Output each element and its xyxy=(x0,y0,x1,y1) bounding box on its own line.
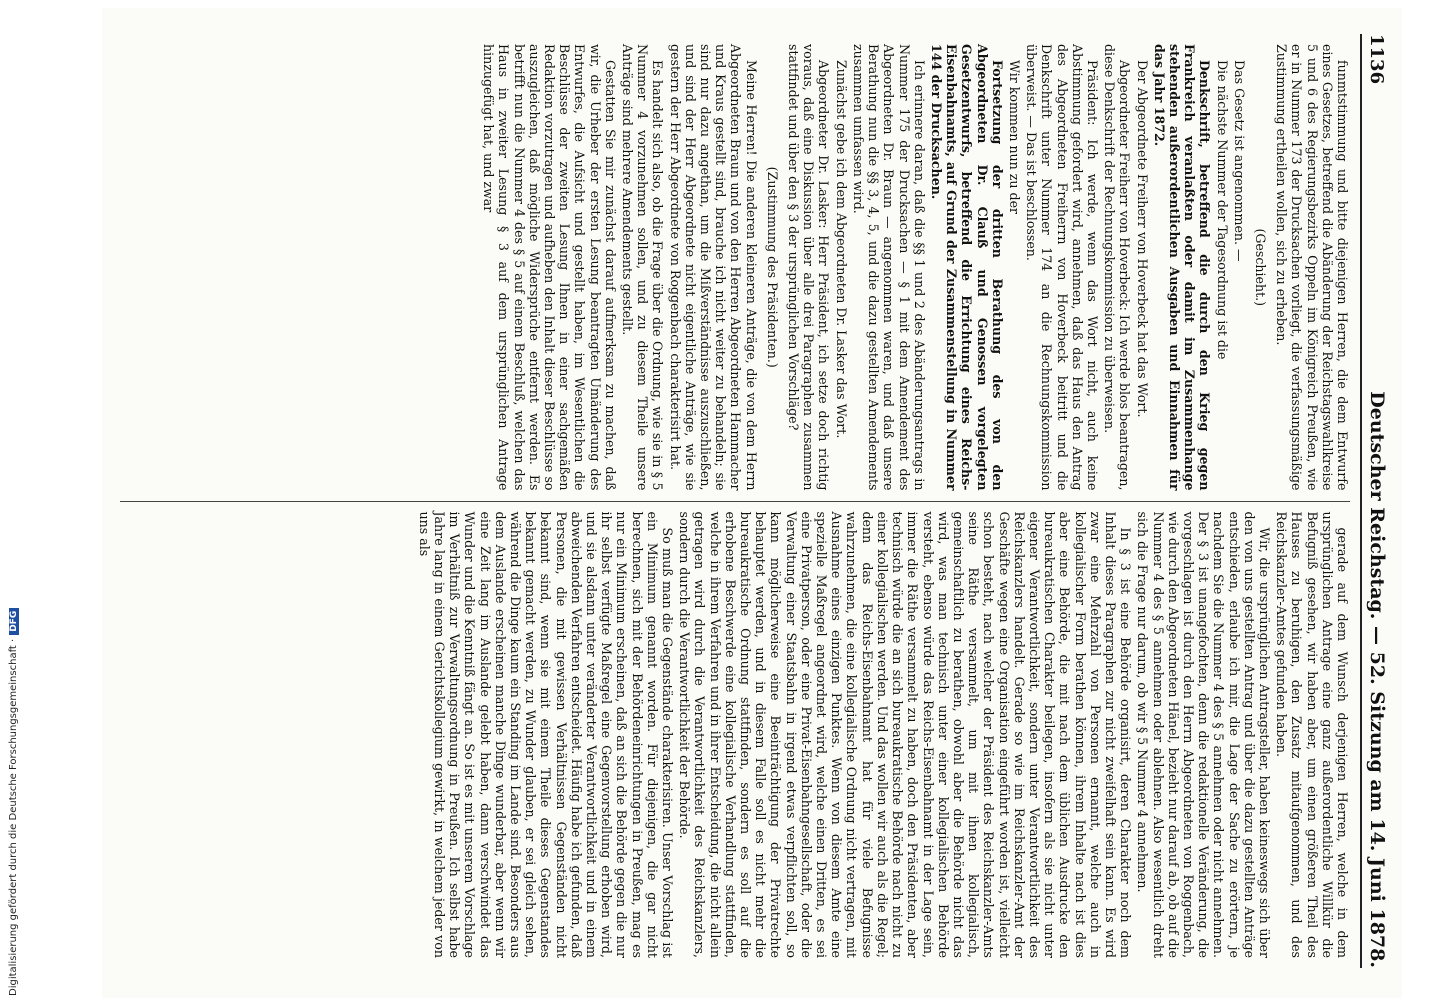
paragraph: Es handelt sich also, ob die Frage über die Ordnung, wie sie in § 5 Nummer 4 vorzunehmen sollen, und zu diesem Theile unsere Anträge sind mehrere Amendements gestellt. xyxy=(620,44,666,491)
paragraph: funmtstimmung und bitte diejenigen Herren, die dem Entwurfe eines Gesetzes, betreffend die Abänderung der Reichstagswahlkreise 5 und 6 des Regierungsbezirks Oppeln im Königreich Preußen, wie er in Nummer 173 der Drucksachen vorliegt, die verfassungsmäßige Zustimmung ertheilen wollen, sich zu erheben. xyxy=(1274,44,1350,491)
paragraph: Der Abgeordnete Freiherr von Hoverbeck hat das Wort. xyxy=(1134,60,1150,418)
paragraph: So muß man die Gegenstände charakterisiren. Unser Vorschlag ist ein Minimum genannt worden. Für diejenigen, die gar nicht berechnen, sich mit der Behördeneinrichtungen in Preußen, mag es nur ein Minimum erscheinen, daß an sich die Behörde gegen die nur ihr selbst verfügte Maßregel eine Gegenvorstellung erhoben wird, und sie alsdann unter veränderter Verantwortlichkeit und in einem abweichenden Verfahren entscheidet. Häufig habe ich gefunden, daß Personen, die mit gewissen Verhältnissen Gegenständen nicht bekannt sind, wenn sie mit einem Theile dieses Gegenstandes bekannt gemacht werden, zu Wunder glauben, er sei gleich sehen, während die Dinge kaum ein Standing im Lande sind. Besonders aus dem Auslande erscheinen manche Dinge wunderbar, aber wenn wir eine Zeit lang im Auslande gelebt haben, dann verschwindet das Wunder und die Kenntniß fängt an. So ist es mit unserem Vorschlage im Verhältniß zur Verwaltungsordnung in Preußen. Ich selbst habe Jahre lang in einem Gerichtskollegium gewirkt, in welchem jeder von uns als xyxy=(416,511,676,958)
page-title: Deutscher Reichstag. — 52. Sitzung am 14. Juni 1878. xyxy=(1366,391,1388,968)
digitization-caption xyxy=(8,608,19,996)
paragraph: Abgeordneter Freiherr von Hoverbeck: Ich werde blos beantragen, diese Denkschrift der Rechnungskommission zu überweisen. xyxy=(1102,44,1133,491)
paragraph: Meine Herren! Die anderen kleineren Anträge, die von dem Herrn Abgeordneten Braun und von den Herren Abgeordneten Hammacher und Kraus gestellt sind, brauche ich nicht weiter zu behandeln; sie sind nur dazu angethan, um die Mißverständnisse auszuschließen, und sind der Herr Abgeordnete nicht eigentliche Anträge, wie sie gestern der Herr Abgeordnete von Roggenbach charakterisirt hat. xyxy=(667,44,759,491)
rotated-document-page xyxy=(102,8,1402,998)
paragraph: Wir kommen nun zu der xyxy=(1006,60,1022,215)
paragraph: gerade auf dem Wunsch derjenigen Herren, welche in dem ursprünglichen Antrage eine ganz außerordentliche Willkür die Befugniß gesehen, wir haben aber, um einen größeren Theil des Hauses zu beruhigen, den Zusatz mitaufgenommen, und des Reichskanzler-Amtes gefunden haben. xyxy=(1274,511,1350,958)
page-header xyxy=(1360,34,1388,968)
paragraph: Das Gesetz ist angenommen. — xyxy=(1231,60,1247,262)
paragraph: Abgeordneter Dr. Lasker: Herr Präsident, ich setze doch richtig voraus, daß eine Diskussion über alle drei Paragraphen zusammen stattfindet und über den § 3 der ursprünglichen Vorschläge? xyxy=(786,44,832,491)
paragraph: Zunächst gebe ich dem Abgeordneten Dr. Lasker das Wort. xyxy=(833,60,849,439)
paragraph: In § 3 ist eine Behörde organisirt, deren Charakter noch dem Inhalt dieses Paragraphen zur nicht zweifelhaft sein kann. Es wird zwar eine Mehrzahl von Personen ernannt, welche auch in kollegialischer Form berathen können, ihrem Inhalte nach ist dies aber eine Behörde, die mit nach dem üblichen Ausdrucke den bureaukratischen Charakter beilegen, insofern als sie nicht unter eigener Verantwortlichkeit, sondern unter Verantwortlichkeit des Reichskanzlers handelt. Gerade so wie im Reichskanzler-Amt der Geschäfte wegen eine Organisation eingeführt worden ist, vielleicht schon besteht, nach welcher der Präsident des Reichskanzler-Amts seine Räthe versammelt, um mit ihnen kollegialisch, gemeinschaftlich zu berathen, obwohl aber die Behörde nicht das wird, was man technisch unter einer kollegialischen Behörde versteht, ebenso würde das Reichs-Eisenbahnamt in der Lage sein, immer die Räthe versammelt zu haben, doch den Präsidenten, aber technisch würde die an sich bureaukratische Behörde nach nicht zu einer kollegialischen werden. Und das wollen wir auch als die Regel; denn das Reichs-Eisenbahnamt hat für viele Befugnisse wahrzunehmen, die eine kollegialische Ordnung nicht vertragen, mit Ausnahme eines einzigen Punktes. Wenn von diesem Amte eine spezielle Maßregel angeordnet wird, welche einen Dritten, es sei eine Privatperson, oder eine Privat-Eisenbahngesellschaft, oder die Verwaltung einer Staatsbahn in irgend etwas verpflichten soll, so kann möglicherweise eine Beeinträchtigung der Privatrechte behauptet werden, und in diesem Falle soll es nicht mehr die bureaukratische Ordnung stattfinden, sondern es soll auf die erhobene Beschwerde eine kollegialische Verhandlung stattfinden, welche in ihrem Verfahren und in ihrer Entscheidung, die nicht allein getragen wird durch die Verantwortlichkeit des Reichskanzlers, sondern durch die Verantwortlichkeit der Behörde. xyxy=(677,511,1134,958)
stage-direction: (Geschieht.) xyxy=(1252,228,1268,307)
paragraph: Ich erinnere daran, daß die §§ 1 und 2 des Abänderungsantrags in Nummer 175 der Drucksachen — § 1 mit dem Amendement des Abgeordneten Dr. Braun — angenommen waren, und daß unsere Berathung nun die §§ 3, 4, 5, und die dazu gestellten Amendements zusammen umfassen wird. xyxy=(850,44,927,491)
left-column xyxy=(120,34,1350,501)
paragraph: Die nächste Nummer der Tagesordnung ist die xyxy=(1214,60,1230,360)
paragraph: Gestatten Sie mir zunächst darauf aufmerksam zu machen, daß wir, die Urheber der ersten Lesung beantragten Umänderung des Entwurfes, die Aufsicht und gestellt haben, im Wesentlichen die Beschlüsse der zweiten Lesung Ihnen in einer sachgemäßen Redaktion vorzutragen und aufheben den Inhalt dieser Beschlüsse so auszugleichen, daß mögliche Widersprüche entfernt werden. Es betrifft nun die Nummer 4 des § 5 auf einem Beschluß, welchen das Haus in zweiter Lesung § 3 auf dem ursprünglichen Antrage hinzugefügt hat, und zwar xyxy=(481,44,618,491)
agenda-heading: Denkschrift, betreffend die durch den Krieg gegen Frankreich veranlaßten oder damit im Zusammenhange stehenden außerordentlichen Ausgaben und Einnahmen für das Jahr 1872. xyxy=(1151,44,1213,491)
page-number: 1136 xyxy=(1366,34,1387,85)
dfg-logo: DFG xyxy=(9,608,19,635)
paragraph: Wir, die ursprünglichen Antragsteller, haben keineswegs sich über den von uns gestellten Antrag und über die dazu gestellten Anträge entschieden, erlaube ich mir, die Lage der Sache zu erörtern, je nachdem Sie die Nummer 4 des § 5 annehmen oder nicht annehmen. Der § 3 ist unangefochten, denn die redaktionelle Veränderung, die vorgeschlagen ist durch den Herrn Abgeordneten von Roggenbach, wie durch den Abgeordneten Hänel, bezieht nur darauf ab, ob auf die Nummer 4 des § 5 annehmen oder ablehnen. Also wesentlich dreht sich die Frage nur darum, ob wir § 5 Nummer 4 annehmen. xyxy=(1135,511,1272,958)
caption-text: Digitalisierung gefördert durch die Deutsche Forschungsgemeinschaft · xyxy=(8,638,19,996)
right-column xyxy=(120,501,1350,969)
paragraph: Präsident: Ich werde, wenn das Wort nicht, auch keine Abstimmung gefordert wird, annehmen, daß das Haus den Antrag des Abgeordneten Freiherrn von Hoverbeck beitritt und die Denkschrift unter Nummer 174 an die Rechnungskommission überweist. — Das ist beschlossen. xyxy=(1024,44,1100,491)
agenda-heading: Fortsetzung der dritten Berathung des von den Abgeordneten Dr. Clauß und Genossen vorgelegten Gesetzentwurfs, betreffend die Errichtung eines Reichs-Eisenbahnamts, auf Grund der Zusammenstellung in Nummer 144 der Drucksachen. xyxy=(928,44,1005,491)
text-columns xyxy=(120,34,1350,968)
stage-direction: (Zustimmung des Präsidenten.) xyxy=(764,166,780,368)
